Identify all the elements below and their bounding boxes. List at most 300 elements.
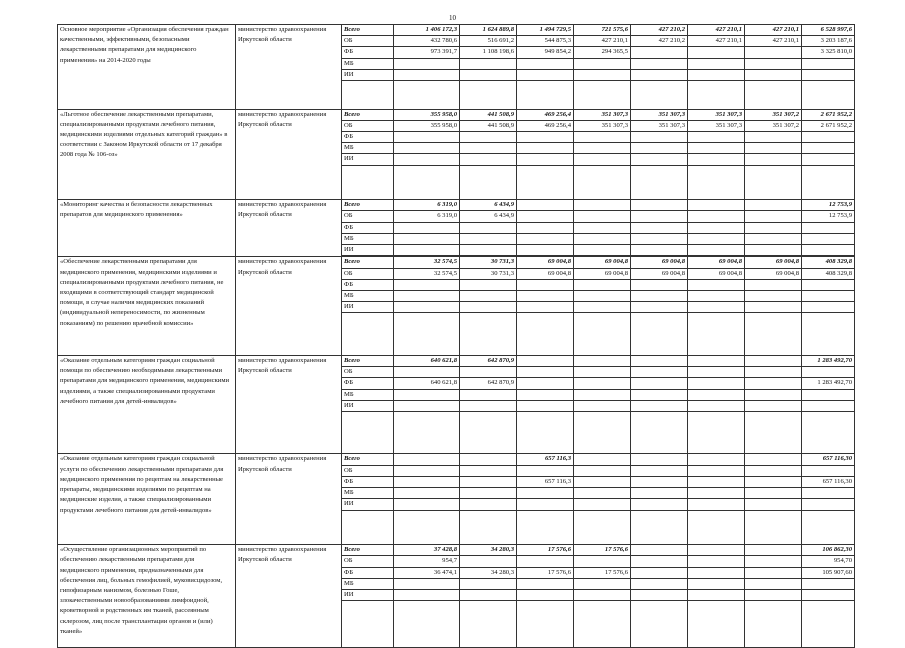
total-cell [802, 499, 855, 510]
value-cell [688, 233, 745, 244]
total-cell: 12 753,9 [802, 200, 855, 211]
value-cell [574, 499, 631, 510]
value-cell [688, 132, 745, 143]
funding-source: ФБ [342, 378, 394, 389]
total-cell [802, 245, 855, 256]
funding-source: ИИ [342, 302, 394, 313]
empty-cell [342, 601, 394, 648]
value-cell [688, 58, 745, 69]
empty-cell [745, 411, 802, 454]
value-cell [394, 233, 460, 244]
total-cell [802, 69, 855, 80]
empty-cell [802, 411, 855, 454]
empty-cell [745, 510, 802, 545]
value-cell [631, 454, 688, 465]
value-cell: 351 307,3 [574, 120, 631, 131]
empty-cell [574, 313, 631, 356]
funding-source: Всего [342, 200, 394, 211]
value-cell [631, 476, 688, 487]
value-cell [394, 488, 460, 499]
value-cell [631, 222, 688, 233]
value-cell [688, 476, 745, 487]
value-cell [745, 290, 802, 301]
value-cell [574, 154, 631, 165]
total-cell: 12 753,9 [802, 211, 855, 222]
value-cell [394, 143, 460, 154]
empty-cell [574, 81, 631, 110]
value-cell [688, 355, 745, 366]
value-cell [631, 69, 688, 80]
total-cell: 954,70 [802, 556, 855, 567]
value-cell [688, 279, 745, 290]
value-cell: 69 004,8 [688, 257, 745, 268]
value-cell [745, 465, 802, 476]
value-cell: 544 875,3 [517, 36, 574, 47]
funding-source: МБ [342, 290, 394, 301]
value-cell: 640 621,8 [394, 378, 460, 389]
value-cell: 69 004,8 [745, 257, 802, 268]
value-cell: 69 004,8 [631, 268, 688, 279]
value-cell [631, 290, 688, 301]
value-cell: 432 780,6 [394, 36, 460, 47]
value-cell [460, 499, 517, 510]
value-cell [574, 454, 631, 465]
value-cell: 69 004,8 [574, 268, 631, 279]
value-cell [460, 143, 517, 154]
value-cell [688, 200, 745, 211]
value-cell [574, 488, 631, 499]
empty-cell [631, 411, 688, 454]
funding-source: МБ [342, 578, 394, 589]
funding-source: ОБ [342, 465, 394, 476]
funding-source: МБ [342, 58, 394, 69]
value-cell [631, 556, 688, 567]
value-cell [745, 556, 802, 567]
measure-name: «Оказание отдельным категориям граждан социальной услуги по обеспечению лекарственными препаратами для медицинского применения по рецептам на лекарственные препараты, медицинскими изделиями по рецептам на медицинские изделия, а также специализированными продуктами лечебного питания для детей-инвалидов» [58, 454, 236, 545]
value-cell: 1 624 889,8 [460, 25, 517, 36]
value-cell [631, 400, 688, 411]
value-cell: 294 365,5 [574, 47, 631, 58]
value-cell: 642 870,9 [460, 355, 517, 366]
funding-source: МБ [342, 233, 394, 244]
value-cell [394, 132, 460, 143]
value-cell: 973 391,7 [394, 47, 460, 58]
value-cell [394, 367, 460, 378]
funding-source: МБ [342, 488, 394, 499]
measure-row [58, 109, 855, 120]
value-cell: 1 108 198,6 [460, 47, 517, 58]
value-cell [517, 200, 574, 211]
value-cell [574, 245, 631, 256]
empty-cell [688, 313, 745, 356]
empty-cell [460, 510, 517, 545]
value-cell [394, 476, 460, 487]
value-cell [745, 567, 802, 578]
value-cell [517, 355, 574, 366]
empty-cell [745, 313, 802, 356]
empty-cell [688, 165, 745, 200]
value-cell [574, 367, 631, 378]
value-cell: 949 854,2 [517, 47, 574, 58]
value-cell: 69 004,8 [688, 268, 745, 279]
value-cell [394, 578, 460, 589]
value-cell [574, 589, 631, 600]
value-cell [574, 279, 631, 290]
empty-cell [342, 81, 394, 110]
value-cell: 17 576,6 [574, 545, 631, 556]
value-cell: 954,7 [394, 556, 460, 567]
value-cell [394, 154, 460, 165]
empty-cell [460, 81, 517, 110]
empty-cell [394, 510, 460, 545]
measure-row [58, 454, 855, 465]
measure-row [58, 257, 855, 268]
value-cell [631, 279, 688, 290]
value-cell [460, 154, 517, 165]
total-cell: 2 671 952,2 [802, 120, 855, 131]
value-cell [631, 132, 688, 143]
empty-cell [688, 411, 745, 454]
value-cell [745, 589, 802, 600]
measure-executor: министерство здравоохранения Иркутской области [236, 454, 342, 545]
value-cell [517, 578, 574, 589]
total-cell [802, 132, 855, 143]
value-cell [460, 367, 517, 378]
value-cell: 721 575,6 [574, 25, 631, 36]
value-cell [574, 132, 631, 143]
value-cell: 355 958,0 [394, 120, 460, 131]
funding-source: Всего [342, 355, 394, 366]
funding-source: ИИ [342, 69, 394, 80]
value-cell [460, 589, 517, 600]
value-cell: 351 307,3 [574, 109, 631, 120]
value-cell [517, 290, 574, 301]
value-cell [517, 245, 574, 256]
value-cell [631, 154, 688, 165]
value-cell [745, 211, 802, 222]
value-cell [631, 200, 688, 211]
empty-cell [517, 411, 574, 454]
value-cell [460, 556, 517, 567]
value-cell [745, 355, 802, 366]
value-cell [745, 476, 802, 487]
value-cell [460, 389, 517, 400]
measure-executor: министерство здравоохранения Иркутской области [236, 25, 342, 110]
value-cell [745, 58, 802, 69]
total-cell [802, 279, 855, 290]
value-cell: 441 508,9 [460, 109, 517, 120]
value-cell [688, 454, 745, 465]
value-cell [631, 378, 688, 389]
empty-cell [745, 81, 802, 110]
funding-source: ФБ [342, 47, 394, 58]
funding-source: ОБ [342, 367, 394, 378]
value-cell: 69 004,8 [517, 257, 574, 268]
total-cell: 408 329,8 [802, 268, 855, 279]
value-cell [394, 222, 460, 233]
value-cell: 351 307,3 [631, 120, 688, 131]
total-cell [802, 302, 855, 313]
value-cell: 6 434,9 [460, 200, 517, 211]
value-cell [460, 488, 517, 499]
value-cell: 17 576,6 [517, 567, 574, 578]
value-cell: 34 280,3 [460, 545, 517, 556]
empty-cell [802, 165, 855, 200]
value-cell [688, 499, 745, 510]
value-cell [460, 400, 517, 411]
total-cell: 106 862,30 [802, 545, 855, 556]
value-cell: 351 307,2 [745, 120, 802, 131]
value-cell [745, 279, 802, 290]
value-cell [745, 302, 802, 313]
value-cell: 469 256,4 [517, 109, 574, 120]
total-cell: 657 116,30 [802, 476, 855, 487]
value-cell [688, 245, 745, 256]
empty-cell [394, 601, 460, 648]
value-cell: 427 210,1 [688, 36, 745, 47]
value-cell [394, 499, 460, 510]
value-cell [688, 69, 745, 80]
value-cell [688, 47, 745, 58]
value-cell: 6 319,0 [394, 200, 460, 211]
total-cell: 6 528 997,6 [802, 25, 855, 36]
value-cell [460, 222, 517, 233]
total-cell [802, 222, 855, 233]
value-cell [517, 389, 574, 400]
empty-cell [517, 601, 574, 648]
empty-cell [342, 411, 394, 454]
empty-cell [460, 411, 517, 454]
value-cell: 36 474,1 [394, 567, 460, 578]
empty-cell [631, 165, 688, 200]
empty-cell [631, 601, 688, 648]
empty-cell [688, 601, 745, 648]
total-cell: 408 329,8 [802, 257, 855, 268]
total-cell: 2 671 952,2 [802, 109, 855, 120]
value-cell: 34 280,3 [460, 567, 517, 578]
value-cell: 69 004,8 [574, 257, 631, 268]
funding-source: ИИ [342, 400, 394, 411]
value-cell [574, 465, 631, 476]
value-cell [394, 389, 460, 400]
value-cell: 427 210,2 [631, 36, 688, 47]
value-cell: 17 576,6 [517, 545, 574, 556]
empty-cell [574, 411, 631, 454]
value-cell: 427 210,1 [574, 36, 631, 47]
funding-source: ОБ [342, 211, 394, 222]
value-cell [574, 69, 631, 80]
value-cell [688, 367, 745, 378]
value-cell: 6 319,0 [394, 211, 460, 222]
value-cell [745, 154, 802, 165]
measure-row [58, 545, 855, 556]
value-cell [688, 556, 745, 567]
value-cell [631, 367, 688, 378]
page-number: 10 [449, 14, 456, 22]
value-cell [517, 58, 574, 69]
funding-source: ОБ [342, 120, 394, 131]
value-cell [745, 132, 802, 143]
value-cell: 351 307,3 [688, 120, 745, 131]
value-cell: 427 210,2 [631, 25, 688, 36]
measure-name: «Мониторинг качества и безопасности лекарственных препаратов для медицинского применения» [58, 200, 236, 257]
value-cell [745, 378, 802, 389]
value-cell [631, 245, 688, 256]
value-cell [394, 454, 460, 465]
value-cell [394, 400, 460, 411]
funding-source: ФБ [342, 222, 394, 233]
empty-cell [631, 510, 688, 545]
funding-source: ИИ [342, 589, 394, 600]
value-cell [517, 302, 574, 313]
funding-source: Всего [342, 454, 394, 465]
value-cell [574, 400, 631, 411]
value-cell [460, 245, 517, 256]
value-cell: 642 870,9 [460, 378, 517, 389]
funding-source: Всего [342, 25, 394, 36]
funding-source: Всего [342, 545, 394, 556]
empty-cell [802, 81, 855, 110]
value-cell [517, 499, 574, 510]
empty-cell [574, 165, 631, 200]
value-cell [745, 367, 802, 378]
value-cell [631, 488, 688, 499]
measure-name: «Обеспечение лекарственными препаратами для медицинского применения, медицинскими изделиями и специализированными продуктами лечебного питания, не входящими в соответствующий стандарт медицинской помощи, в случае наличия медицинских показаний (индивидуальной непереносимости, по жизненным показаниям) по решению врачебной комиссии» [58, 257, 236, 356]
value-cell [574, 200, 631, 211]
value-cell [460, 132, 517, 143]
value-cell: 1 494 729,5 [517, 25, 574, 36]
funding-source: ФБ [342, 476, 394, 487]
empty-cell [574, 601, 631, 648]
value-cell [688, 154, 745, 165]
value-cell [574, 58, 631, 69]
funding-source: ИИ [342, 245, 394, 256]
measure-executor: министерство здравоохранения Иркутской области [236, 355, 342, 454]
value-cell [574, 302, 631, 313]
value-cell [574, 355, 631, 366]
value-cell: 6 434,9 [460, 211, 517, 222]
value-cell [517, 279, 574, 290]
value-cell: 355 958,0 [394, 109, 460, 120]
value-cell [574, 378, 631, 389]
value-cell [574, 222, 631, 233]
value-cell [631, 465, 688, 476]
value-cell [460, 302, 517, 313]
value-cell [688, 378, 745, 389]
value-cell: 32 574,5 [394, 268, 460, 279]
value-cell [745, 245, 802, 256]
value-cell [688, 488, 745, 499]
value-cell [631, 545, 688, 556]
value-cell: 37 428,8 [394, 545, 460, 556]
total-cell [802, 290, 855, 301]
total-cell: 105 907,60 [802, 567, 855, 578]
total-cell: 3 203 187,6 [802, 36, 855, 47]
empty-cell [342, 165, 394, 200]
empty-cell [745, 165, 802, 200]
value-cell [394, 589, 460, 600]
value-cell: 30 731,3 [460, 257, 517, 268]
empty-cell [460, 313, 517, 356]
value-cell [574, 556, 631, 567]
value-cell: 427 210,1 [688, 25, 745, 36]
total-cell: 3 325 810,0 [802, 47, 855, 58]
empty-cell [517, 510, 574, 545]
measure-name: «Оказание отдельным категориям граждан социальной помощи по обеспечению необходимыми лекарственными препаратами для медицинского применения, медицинскими изделиями, а также специализированными продуктами лечебного питания для детей-инвалидов» [58, 355, 236, 454]
value-cell [394, 302, 460, 313]
value-cell [517, 589, 574, 600]
total-cell [802, 367, 855, 378]
funding-source: ОБ [342, 268, 394, 279]
value-cell [460, 69, 517, 80]
measure-executor: министерство здравоохранения Иркутской области [236, 257, 342, 356]
measure-row [58, 25, 855, 36]
value-cell [517, 488, 574, 499]
value-cell [517, 143, 574, 154]
value-cell [631, 58, 688, 69]
value-cell [460, 465, 517, 476]
empty-cell [394, 411, 460, 454]
value-cell [460, 279, 517, 290]
value-cell [688, 290, 745, 301]
value-cell [460, 454, 517, 465]
value-cell: 640 621,8 [394, 355, 460, 366]
total-cell [802, 589, 855, 600]
value-cell [745, 47, 802, 58]
total-cell [802, 58, 855, 69]
value-cell [688, 465, 745, 476]
measure-executor: министерство здравоохранения Иркутской области [236, 545, 342, 648]
measure-row [58, 200, 855, 211]
value-cell [631, 578, 688, 589]
funding-source: ИИ [342, 499, 394, 510]
value-cell [631, 499, 688, 510]
value-cell [460, 290, 517, 301]
funding-source: МБ [342, 143, 394, 154]
value-cell [745, 400, 802, 411]
measure-name: Основное мероприятие «Организация обеспечения граждан качественными, эффективными, безопасными лекарственными препаратами для медицинского применения» на 2014-2020 годы [58, 25, 236, 110]
measure-name: «Осуществление организационных мероприятий по обеспечению лекарственными препаратами для медицинского применения, предназначенными для обеспечения лиц, больных гемофилией, муковисцидозом, гипофизарным нанизмом, болезнью Гоше, злокачественными новообразованиями лимфоидной, кроветворной и родственных им тканей, рассеянным склерозом, лиц после трансплантации органов и (или) тканей» [58, 545, 236, 648]
value-cell [517, 211, 574, 222]
value-cell: 657 116,3 [517, 454, 574, 465]
value-cell [517, 465, 574, 476]
empty-cell [745, 601, 802, 648]
value-cell [574, 389, 631, 400]
value-cell [394, 465, 460, 476]
value-cell [394, 245, 460, 256]
total-cell [802, 233, 855, 244]
value-cell [517, 233, 574, 244]
empty-cell [802, 313, 855, 356]
value-cell: 69 004,8 [517, 268, 574, 279]
value-cell [745, 222, 802, 233]
budget-table [57, 24, 855, 648]
value-cell [631, 389, 688, 400]
total-cell [802, 143, 855, 154]
value-cell [745, 69, 802, 80]
value-cell [460, 233, 517, 244]
measure-executor: министерство здравоохранения Иркутской области [236, 200, 342, 257]
value-cell: 441 508,9 [460, 120, 517, 131]
empty-cell [460, 601, 517, 648]
total-cell: 657 116,30 [802, 454, 855, 465]
value-cell [688, 578, 745, 589]
value-cell: 469 256,4 [517, 120, 574, 131]
value-cell [460, 578, 517, 589]
total-cell [802, 400, 855, 411]
value-cell [688, 589, 745, 600]
value-cell [574, 578, 631, 589]
